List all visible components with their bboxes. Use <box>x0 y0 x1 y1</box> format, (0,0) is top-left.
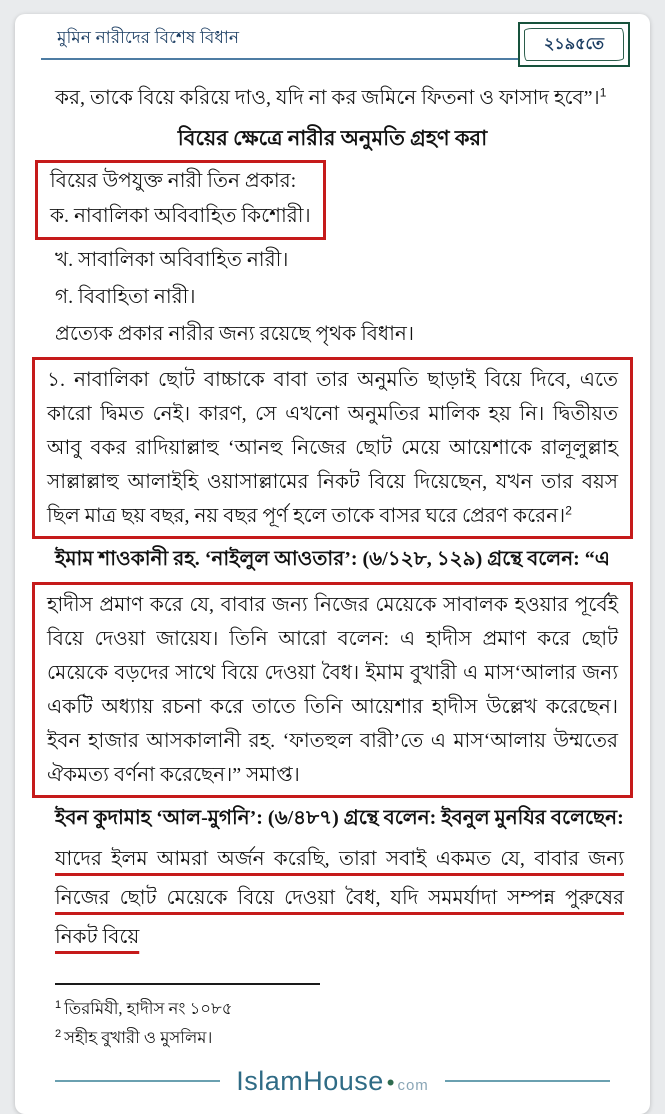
footnote-ref-2: 2 <box>565 503 572 518</box>
footnote-ref-1: 1 <box>599 85 607 100</box>
footnote-2-ref: 2 <box>55 1027 62 1040</box>
paragraph-separate-rules: প্রত্যেক প্রকার নারীর জন্য রয়েছে পৃথক বিধান। <box>55 323 415 345</box>
intro-paragraph <box>41 80 624 116</box>
list-item-kha: খ. সাবালিকা অবিবাহিত নারী। <box>55 249 289 271</box>
brand-dot-icon: • <box>386 1069 395 1095</box>
islamhouse-logo <box>236 1066 429 1097</box>
footer-right-rule <box>445 1080 610 1082</box>
box1-line-1: বিয়ের উপযুক্ত নারী তিন প্রকার: <box>50 170 297 192</box>
footer-left-rule <box>55 1080 220 1082</box>
footnote-1 <box>41 994 624 1023</box>
highlight-box-ruling <box>32 357 633 539</box>
document-page <box>15 14 650 1114</box>
footnote-2-text: সহীহ বুখারী ও মুসলিম। <box>64 1028 213 1047</box>
brand-tld: com <box>397 1076 429 1094</box>
shawkani-lead-line: ইমাম শাওকানী রহ. ‘নাইলুল আওতার’: (৬/১২৮, ১২৯) গ্রন্থে বলেন: “এ <box>55 548 611 570</box>
page-body <box>41 60 624 957</box>
page-footer <box>55 1064 610 1098</box>
footnote-separator-rule <box>55 983 320 985</box>
footnotes-section <box>41 957 624 1052</box>
box3-text: হাদীস প্রমাণ করে যে, বাবার জন্য নিজের মেয়েকে সাবালক হওয়ার পূর্বেই বিয়ে দেওয়া জায়েয। তিনি আরো বলেন: এ হাদীস প্রমাণ করে ছোট মেয়েকে বড়দের সাথে বিয়ে দেওয়া বৈধ। ইমাম বুখারী এ মাস‘আলার জন্য একটি অধ্যায় রচনা করে তাতে তিনি আয়েশার হাদীস উল্লেখ করেছেন। ইবন হাজার আসকালানী রহ. ‘ফাতহুল বারী’তে এ মাস‘আলায় উম্মতের ঐকমত্য বর্ণনা করেছেন।” সমাপ্ত। <box>47 594 618 786</box>
running-head-title: মুমিন নারীদের বিশেষ বিধান <box>57 28 239 47</box>
highlight-box-types <box>35 160 326 240</box>
qudamah-lead-line: ইবন কুদামাহ ‘আল-মুগনি’: (৬/৪৮৭) গ্রন্থে বলেন: ইবনুল মুনযির বলেছেন: <box>55 807 624 829</box>
page-number: ২১৯৫তে <box>524 28 624 61</box>
intro-text: কর, তাকে বিয়ে করিয়ে দাও, যদি না কর জমিনে ফিতনা ও ফাসাদ হবে”। <box>55 87 600 109</box>
list-item-ga: গ. বিবাহিতা নারী। <box>55 286 196 308</box>
footnote-2 <box>41 1023 624 1052</box>
box2-text: ১. নাবালিকা ছোট বাচ্চাকে বাবা তার অনুমতি ছাড়াই বিয়ে দিবে, এতে কারো দ্বিমত নেই। কারণ, সে এখনো অনুমতির মালিক হয় নি। দ্বিতীয়ত আবু বকর রাদিয়াল্লাহু ‘আনহু নিজের ছোট মেয়ে আয়েশাকে রালূলুল্লাহ সাল্লাল্লাহু আলাইহি ওয়াসাল্লামের নিকট বিয়ে দিয়েছেন, যখন তার বয়স ছিল মাত্র ছয় বছর, নয় বছর পূর্ণ হলে তাকে বাসর ঘরে প্রেরণ করেন। <box>47 369 618 527</box>
highlight-box-quote <box>32 582 633 798</box>
footnote-1-text: তিরমিযী, হাদীস নং ১০৮৫ <box>64 999 233 1018</box>
footnote-1-ref: 1 <box>55 998 62 1011</box>
section-heading: বিয়ের ক্ষেত্রে নারীর অনুমতি গ্রহণ করা <box>177 126 488 150</box>
brand-name: IslamHouse <box>236 1065 384 1096</box>
box1-line-2: ক. নাবালিকা অবিবাহিত কিশোরী। <box>50 205 311 227</box>
underlined-text: যাদের ইলম আমরা অর্জন করেছি, তারা সবাই একমত যে, বাবার জন্য নিজের ছোট মেয়েকে বিয়ে দেওয়া বৈধ, যদি সমমর্যাদা সম্পন্ন পুরুষের নিকট বিয়ে <box>55 848 624 948</box>
page-number-badge <box>518 22 630 67</box>
red-underlined-passage <box>41 840 624 957</box>
page-header <box>41 28 624 60</box>
